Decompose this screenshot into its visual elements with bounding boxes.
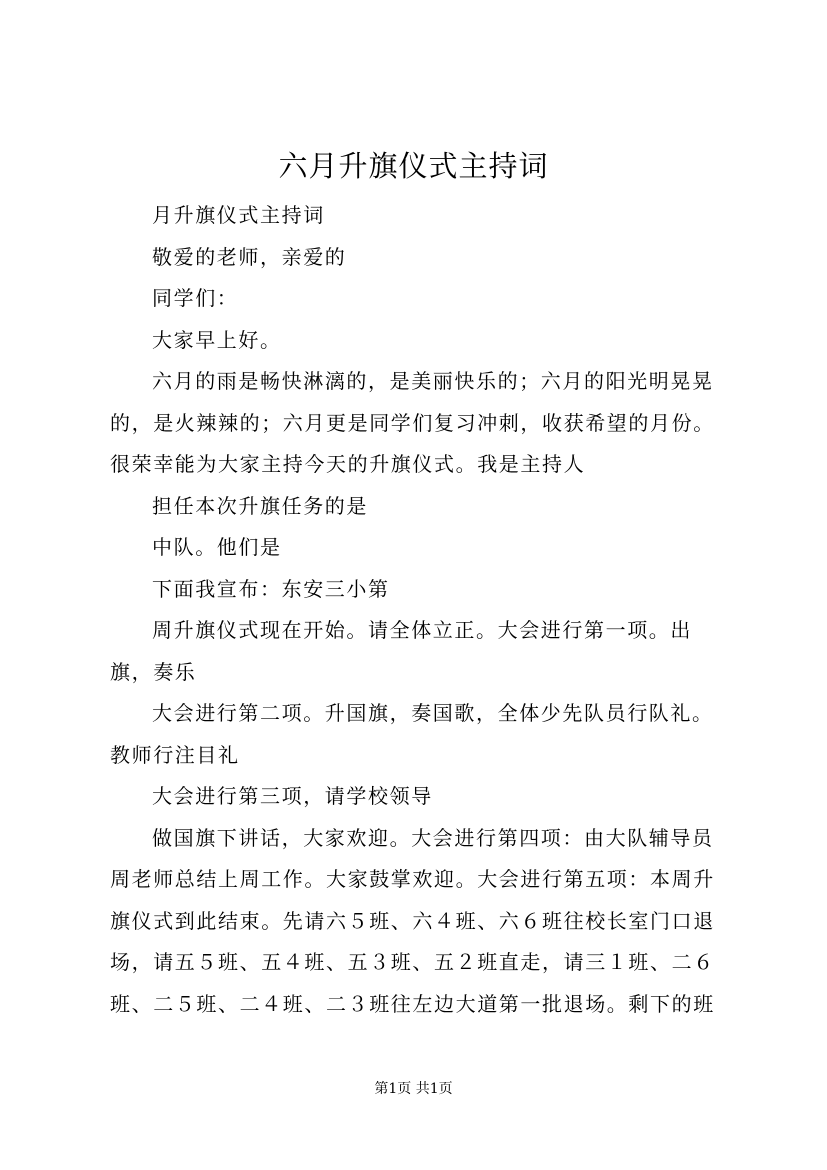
paragraph-12: 做国旗下讲话，大家欢迎。大会进行第四项：由大队辅导员周老师总结上周工作。大家鼓掌欢迎。大会进行第五项：本周升旗仪式到此结束。先请六５班、六４班、六６班往校长室门口退场，请五５班、五４班、五３班、五２班直走，请三１班、二６班、二５班、二４班、二３班往左边大道第一批退场。剩下的班 <box>110 825 715 1016</box>
paragraph-5: 六月的雨是畅快淋漓的，是美丽快乐的；六月的阳光明晃晃的，是火辣辣的；六月更是同学们复习冲刺，收获希望的月份。很荣幸能为大家主持今天的升旗仪式。我是主持人 <box>110 369 715 476</box>
paragraph-10: 大会进行第二项。升国旗，奏国歌，全体少先队员行队礼。教师行注目礼 <box>110 701 714 767</box>
paragraph-9: 周升旗仪式现在开始。请全体立正。大会进行第一项。出旗，奏乐 <box>110 618 692 684</box>
paragraph-11: 大会进行第三项，请学校领导 <box>152 784 433 808</box>
document-body <box>110 195 725 1025</box>
paragraph-6: 担任本次升旗任务的是 <box>152 493 368 518</box>
paragraph-4: 大家早上好。 <box>152 327 282 352</box>
paragraph-1: 月升旗仪式主持词 <box>152 203 325 227</box>
page-number-footer: 第1页 共1页 <box>374 1081 453 1097</box>
paragraph-2: 敬爱的老师，亲爱的 <box>152 244 347 269</box>
paragraph-3: 同学们： <box>152 286 239 310</box>
document-title: 六月升旗仪式主持词 <box>278 149 549 183</box>
paragraph-7: 中队。他们是 <box>152 535 282 559</box>
paragraph-8: 下面我宣布：东安三小第 <box>152 576 390 601</box>
